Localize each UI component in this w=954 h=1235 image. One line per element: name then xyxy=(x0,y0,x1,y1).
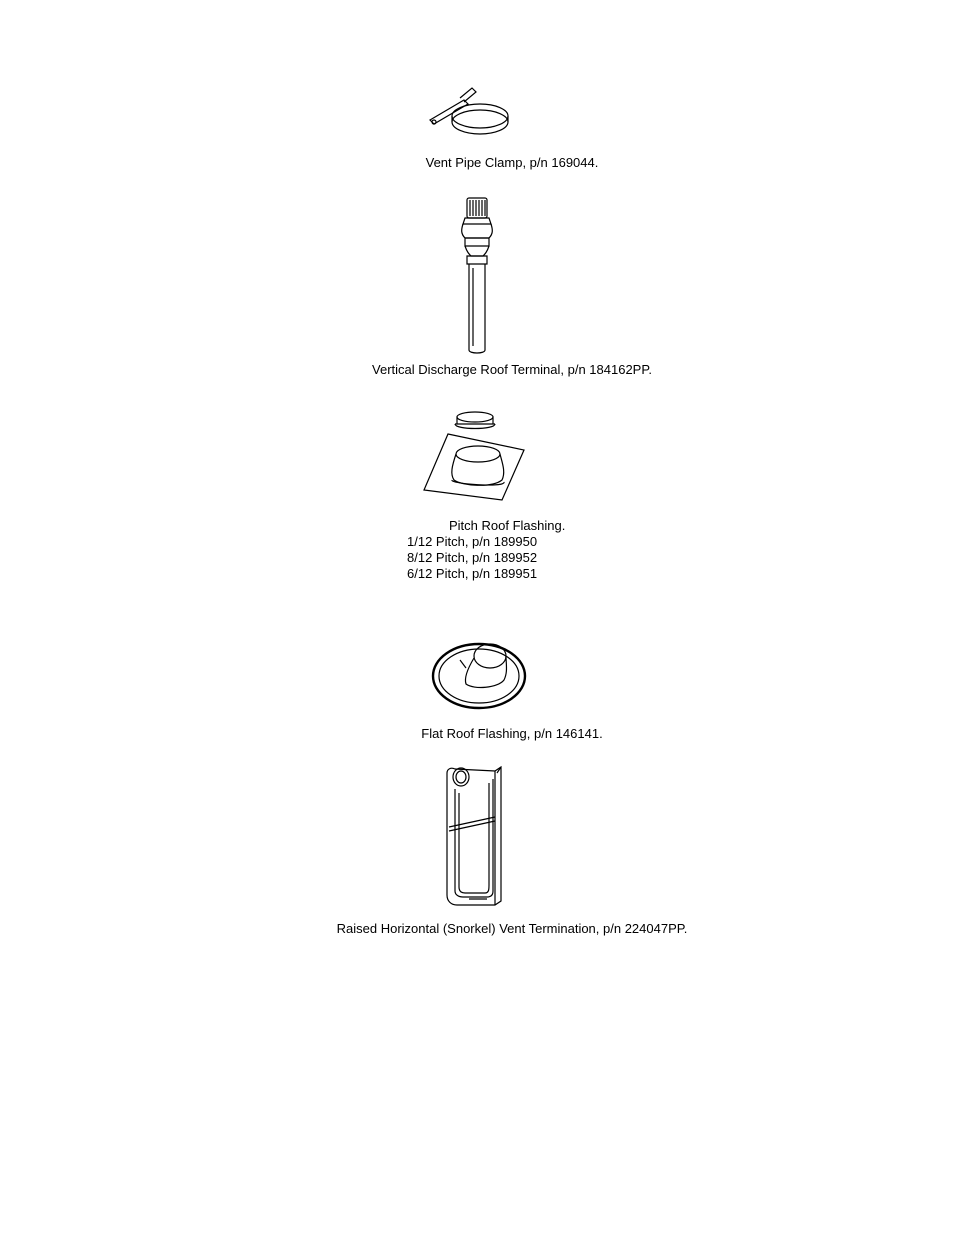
snorkel-termination-icon xyxy=(443,765,507,907)
flat-flashing-caption: Flat Roof Flashing, p/n 146141. xyxy=(421,726,603,741)
flat-roof-flashing-icon xyxy=(430,638,528,712)
pitch-variant-1: 1/12 Pitch, p/n 189950 xyxy=(407,534,538,549)
pitch-flashing-caption: Pitch Roof Flashing. xyxy=(449,518,566,533)
vent-pipe-clamp-icon xyxy=(424,86,514,138)
pitch-variant-3: 6/12 Pitch, p/n 189951 xyxy=(407,566,538,581)
roof-terminal-icon xyxy=(455,194,499,356)
pitch-variant-2: 8/12 Pitch, p/n 189952 xyxy=(407,550,538,565)
snorkel-caption: Raised Horizontal (Snorkel) Vent Termination, p/n 224047PP. xyxy=(336,921,688,936)
clamp-caption: Vent Pipe Clamp, p/n 169044. xyxy=(425,155,599,170)
roof-terminal-caption: Vertical Discharge Roof Terminal, p/n 184162PP. xyxy=(372,362,652,377)
pitch-roof-flashing-icon xyxy=(422,410,528,502)
